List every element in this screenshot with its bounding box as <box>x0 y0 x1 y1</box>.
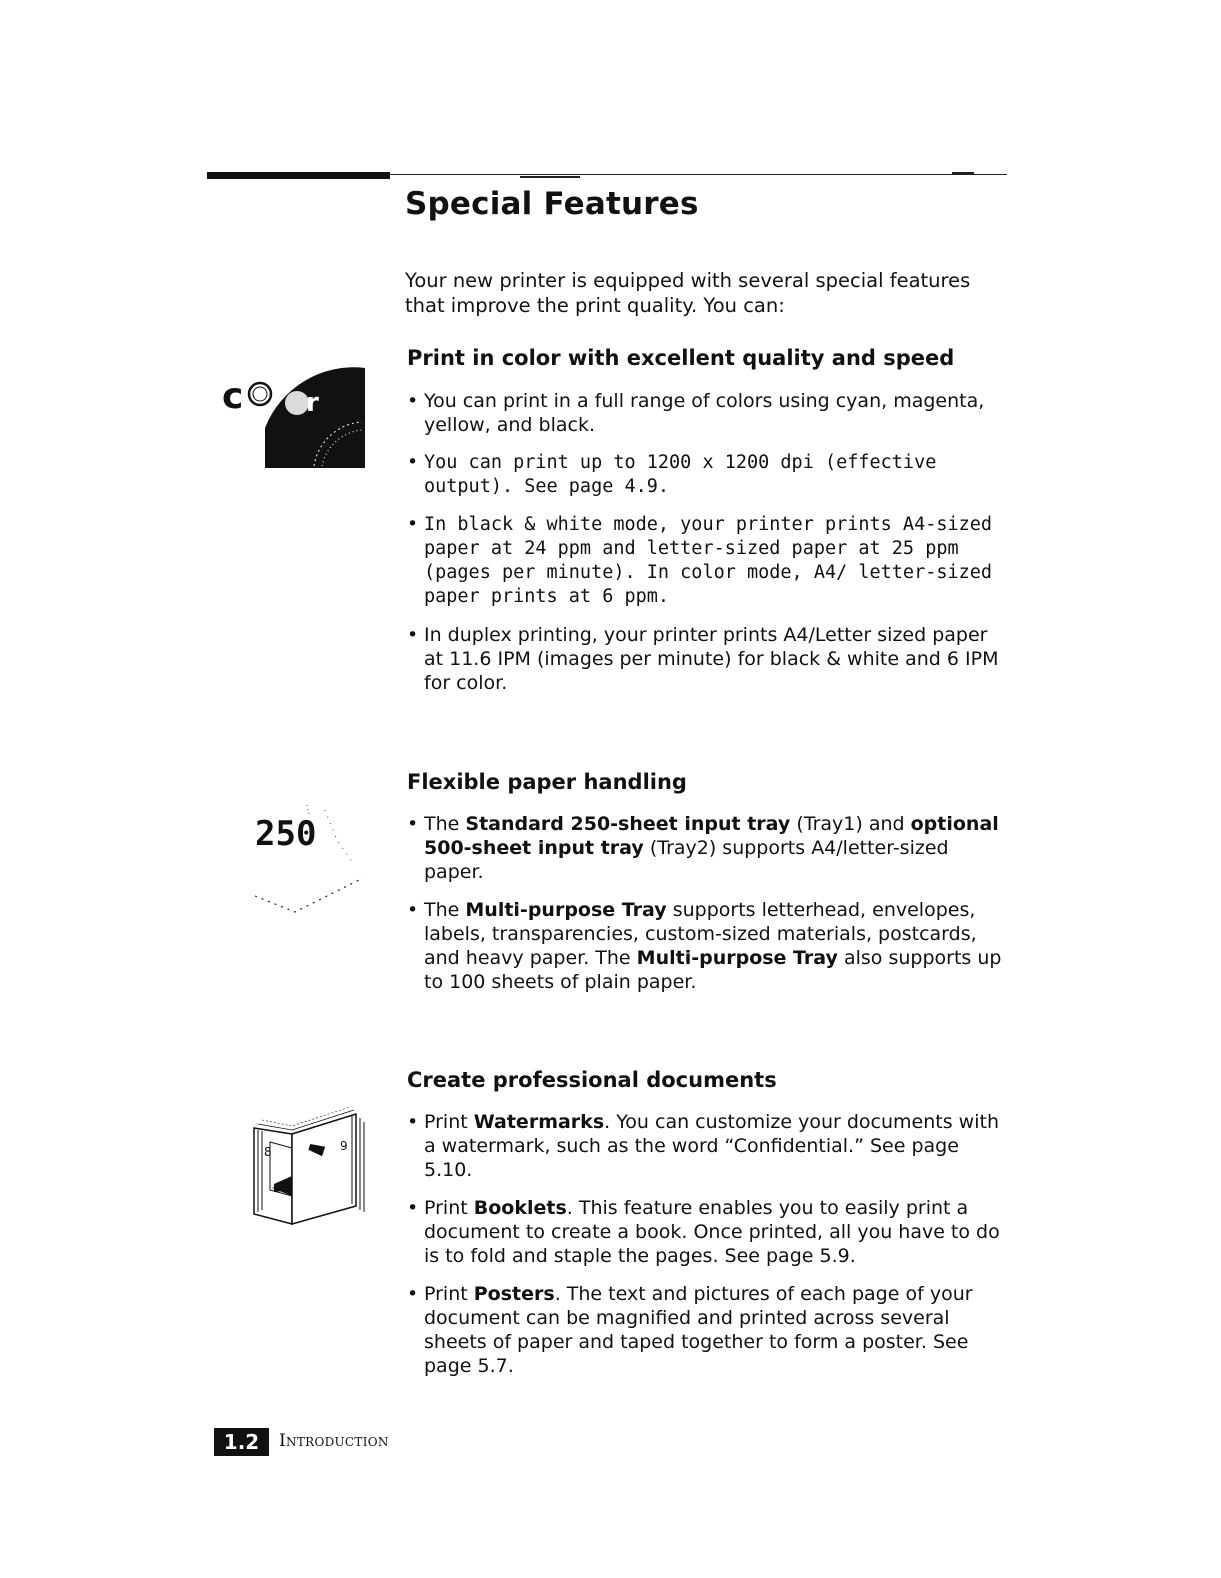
page-title: Special Features <box>405 186 699 222</box>
paper-stack-count: 250 <box>255 814 317 854</box>
header-rule-thick <box>207 172 390 179</box>
header-rule-accent <box>520 176 580 178</box>
booklet-icon <box>244 1106 370 1226</box>
color-icon-letter-r: r <box>306 388 319 418</box>
section-heading-documents: Create professional documents <box>407 1068 777 1092</box>
section-heading-color: Print in color with excellent quality and speed <box>407 346 955 370</box>
color-bullet-list <box>407 389 1012 709</box>
intro-paragraph: Your new printer is equipped with several special features that improve the print quality. You can: <box>405 269 971 317</box>
section-heading-paper: Flexible paper handling <box>407 770 687 794</box>
booklet-page-left: 8 <box>264 1145 272 1159</box>
list-item: • Print Posters. The text and pictures of each page of your document can be magnified and printed across several sheets of paper and taped together to form a poster. See page 5.7. <box>407 1282 1012 1378</box>
color-disc-icon <box>222 366 368 468</box>
chapter-label: Introduction <box>279 1431 389 1451</box>
list-item: • Print Watermarks. You can customize your documents with a watermark, such as the word “Confidential.” See page 5.10. <box>407 1110 1012 1182</box>
list-item: • In duplex printing, your printer prints A4/Letter sized paper at 11.6 IPM (images per minute) for black & white and 6 IPM for color. <box>407 623 1012 695</box>
list-item: • The Multi-purpose Tray supports letterhead, envelopes, labels, transparencies, custom-sized materials, postcards, and heavy paper. The Multi-purpose Tray also supports up to 100 sheets of plain paper. <box>407 898 1012 994</box>
list-item: • The Standard 250-sheet input tray (Tray1) and optional 500-sheet input tray (Tray2) supports A4/letter-sized paper. <box>407 812 1012 884</box>
header-rule-accent <box>952 172 974 174</box>
list-item: • In black & white mode, your printer prints A4-sized paper at 24 ppm and letter-sized paper at 25 ppm (pages per minute). In color mode, A4/ letter-sized paper prints at 6 ppm. <box>407 513 1012 609</box>
booklet-page-right: 9 <box>340 1139 348 1153</box>
list-item: • You can print in a full range of colors using cyan, magenta, yellow, and black. <box>407 389 1012 437</box>
list-item: • You can print up to 1200 x 1200 dpi (effective output). See page 4.9. <box>407 451 1012 499</box>
list-item: • Print Booklets. This feature enables you to easily print a document to create a book. Once printed, all you have to do is to fold and staple the pages. See page 5.9. <box>407 1196 1012 1268</box>
page-number-badge: 1.2 <box>214 1428 269 1456</box>
header-rule-thin <box>390 174 1007 175</box>
paper-stack-icon <box>245 800 375 920</box>
documents-bullet-list <box>407 1110 1012 1392</box>
color-icon-letter-c: c <box>222 376 244 417</box>
paper-bullet-list <box>407 812 1012 1008</box>
